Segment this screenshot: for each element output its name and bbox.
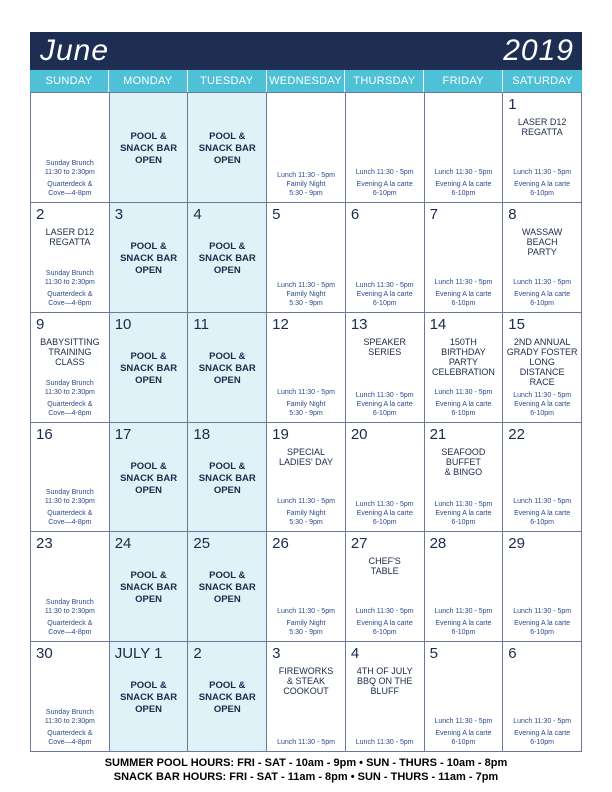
dining-hours-line: Cove—4-8pm — [48, 629, 92, 637]
calendar-grid — [30, 92, 582, 752]
dining-hours-line: Evening A la carte — [435, 510, 492, 518]
dining-hours-line: Cove—4-8pm — [48, 299, 92, 307]
day-cell — [267, 313, 346, 423]
pool-open-label: POOL & SNACK BAR OPEN — [120, 350, 178, 386]
dining-hours — [504, 607, 580, 637]
event-title: 150TH BIRTHDAY PARTY CELEBRATION — [431, 336, 495, 377]
day-number: 6 — [350, 205, 360, 223]
dining-hours-line: 6-10pm — [530, 739, 554, 746]
dining-hours — [268, 171, 344, 198]
day-cell — [31, 642, 110, 752]
day-cell — [31, 203, 110, 313]
day-cell — [503, 423, 582, 533]
dining-hours-line: 5:30 - 9pm — [289, 299, 323, 307]
dining-hours-line: Evening A la carte — [435, 290, 492, 298]
pool-open-label: POOL & SNACK BAR OPEN — [120, 240, 178, 276]
dining-hours-line: Sunday Brunch — [45, 709, 94, 716]
dining-hours-line: Cove—4-8pm — [48, 409, 92, 417]
dining-hours-line: Quarterdeck & — [47, 730, 93, 737]
weekday-sunday: SUNDAY — [30, 70, 109, 92]
day-number: 29 — [508, 535, 525, 553]
day-number: 24 — [114, 535, 132, 553]
dining-hours-line: Lunch 11:30 - 5pm — [513, 608, 572, 616]
dining-hours-line: Quarterdeck & — [47, 620, 93, 628]
dining-hours — [32, 598, 108, 637]
dining-hours-line: 11:30 to 2:30pm — [44, 498, 95, 506]
dining-hours-line: Evening A la carte — [356, 290, 413, 298]
day-number: 5 — [272, 205, 281, 223]
day-cell — [188, 642, 267, 752]
dining-hours-line: Lunch 11:30 - 5pm — [355, 391, 414, 399]
day-cell — [31, 93, 110, 203]
dining-hours-line: Family Night — [286, 620, 326, 628]
dining-hours-line: 6-10pm — [372, 519, 397, 527]
dining-hours-line: Evening A la carte — [514, 510, 571, 518]
dining-hours — [347, 168, 423, 198]
dining-hours — [268, 281, 344, 308]
day-cell — [425, 532, 504, 642]
day-cell — [110, 423, 189, 533]
event-title: BABYSITTING TRAINING CLASS — [40, 336, 100, 367]
day-number: JULY 1 — [114, 645, 163, 663]
dining-hours-line: Evening A la carte — [435, 730, 492, 737]
day-cell — [346, 532, 425, 642]
event-title: LASER D12 REGATTA — [517, 117, 567, 137]
dining-hours-line: Lunch 11:30 - 5pm — [434, 501, 493, 509]
day-number: 6 — [508, 645, 517, 663]
dining-hours-line: 6-10pm — [451, 629, 476, 637]
dining-hours-line: Lunch 11:30 - 5pm — [355, 739, 414, 746]
dining-hours-line: Cove—4-8pm — [48, 519, 92, 527]
dining-hours-line: Lunch 11:30 - 5pm — [355, 168, 414, 176]
day-cell — [425, 93, 504, 203]
day-number: 22 — [508, 425, 525, 443]
day-number: 11 — [193, 315, 209, 333]
day-cell — [188, 203, 267, 313]
dining-hours — [347, 738, 423, 747]
dining-hours-line: 6-10pm — [372, 299, 397, 307]
day-number: 28 — [429, 535, 447, 553]
dining-hours-line: Lunch 11:30 - 5pm — [434, 608, 493, 616]
dining-hours — [347, 281, 423, 308]
dining-hours-line: Lunch 11:30 - 5pm — [277, 171, 335, 179]
dining-hours — [268, 497, 344, 527]
day-number: 18 — [193, 425, 211, 443]
dining-hours-line: 6-10pm — [451, 409, 476, 417]
hours-footer — [0, 756, 612, 784]
day-number: 13 — [350, 315, 368, 333]
day-cell — [31, 313, 110, 423]
day-number: 21 — [429, 425, 447, 443]
weekday-tuesday: TUESDAY — [188, 70, 267, 92]
weekday-wednesday: WEDNESDAY — [267, 70, 346, 92]
event-title: SPECIAL LADIES' DAY — [278, 446, 334, 467]
dining-hours-line: Family Night — [286, 510, 326, 518]
dining-hours — [504, 391, 580, 418]
dining-hours-line: 6-10pm — [530, 519, 554, 527]
day-cell — [503, 642, 582, 752]
day-number: 5 — [429, 645, 438, 663]
event-title: SPEAKER SERIES — [363, 336, 406, 357]
day-cell — [425, 642, 504, 752]
day-number: 25 — [193, 535, 211, 553]
dining-hours-line: 6-10pm — [530, 189, 554, 197]
dining-hours-line: 5:30 - 9pm — [289, 519, 323, 527]
dining-hours-line: Lunch 11:30 - 5pm — [434, 388, 493, 396]
dining-hours-line: 6-10pm — [372, 409, 397, 417]
dining-hours-line: Evening A la carte — [356, 620, 413, 628]
day-number: 20 — [350, 425, 368, 443]
dining-hours-line: 6-10pm — [372, 189, 397, 197]
day-cell — [346, 93, 425, 203]
dining-hours-line: 6-10pm — [451, 299, 476, 307]
dining-hours-line: Quarterdeck & — [47, 180, 93, 188]
day-cell — [346, 203, 425, 313]
dining-hours-line: Family Night — [286, 180, 326, 188]
day-number: 3 — [114, 205, 124, 223]
dining-hours-line: Evening A la carte — [356, 180, 413, 188]
pool-open-label: POOL & SNACK BAR OPEN — [120, 460, 178, 496]
day-cell — [188, 532, 267, 642]
dining-hours — [268, 388, 344, 418]
dining-hours-line: Lunch 11:30 - 5pm — [513, 168, 572, 176]
dining-hours-line: Evening A la carte — [514, 400, 571, 408]
day-number: 12 — [272, 315, 289, 333]
dining-hours-line: 11:30 to 2:30pm — [44, 718, 95, 725]
dining-hours — [504, 168, 580, 198]
day-cell — [425, 203, 504, 313]
day-number: 7 — [429, 205, 438, 223]
event-title: FIREWORKS & STEAK COOKOUT — [278, 666, 334, 697]
dining-hours-line: Sunday Brunch — [45, 489, 94, 497]
day-number: 27 — [350, 535, 368, 553]
dining-hours-line: Evening A la carte — [514, 730, 571, 737]
dining-hours-line: 5:30 - 9pm — [289, 629, 323, 637]
dining-hours — [32, 379, 108, 418]
pool-open-label: POOL & SNACK BAR OPEN — [120, 570, 178, 606]
day-cell — [110, 93, 189, 203]
dining-hours — [268, 607, 344, 637]
dining-hours-line: 11:30 to 2:30pm — [44, 608, 95, 616]
day-cell — [267, 532, 346, 642]
event-title: CHEF'S TABLE — [368, 556, 401, 577]
dining-hours — [268, 738, 344, 747]
dining-hours-line: Cove—4-8pm — [48, 739, 92, 746]
dining-hours — [32, 708, 108, 747]
dining-hours-line: Evening A la carte — [356, 400, 413, 408]
dining-hours-line: Lunch 11:30 - 5pm — [277, 739, 335, 746]
event-title: SEAFOOD BUFFET & BINGO — [441, 446, 486, 477]
dining-hours-line: Quarterdeck & — [47, 290, 93, 298]
day-cell — [346, 313, 425, 423]
day-number: 23 — [36, 535, 53, 553]
dining-hours-line: Lunch 11:30 - 5pm — [277, 498, 335, 506]
dining-hours-line: Evening A la carte — [514, 290, 571, 298]
day-cell — [188, 423, 267, 533]
day-cell — [267, 203, 346, 313]
dining-hours-line: Evening A la carte — [435, 620, 492, 628]
dining-hours-line: Family Night — [286, 290, 326, 298]
dining-hours — [426, 168, 502, 198]
event-title: WASSAW BEACH PARTY — [521, 226, 563, 257]
dining-hours-line: Lunch 11:30 - 5pm — [434, 168, 493, 176]
dining-hours-line: 6-10pm — [530, 409, 554, 417]
dining-hours-line: Quarterdeck & — [47, 400, 93, 408]
dining-hours — [504, 497, 580, 527]
day-cell — [110, 532, 189, 642]
day-cell — [503, 532, 582, 642]
weekday-thursday: THURSDAY — [345, 70, 424, 92]
calendar-header — [30, 32, 582, 70]
day-number: 4 — [193, 205, 202, 223]
dining-hours — [347, 500, 423, 527]
dining-hours-line: Quarterdeck & — [47, 510, 93, 518]
month-title: June — [40, 34, 110, 67]
pool-open-label: POOL & SNACK BAR OPEN — [198, 240, 256, 276]
day-number: 3 — [272, 645, 281, 663]
pool-open-label: POOL & SNACK BAR OPEN — [198, 131, 256, 166]
dining-hours-line: Sunday Brunch — [45, 269, 94, 277]
dining-hours-line: Lunch 11:30 - 5pm — [355, 501, 414, 509]
day-number: 30 — [36, 645, 53, 663]
day-cell — [503, 313, 582, 423]
day-number: 14 — [429, 315, 447, 333]
dining-hours-line: 6-10pm — [530, 629, 554, 637]
dining-hours-line: Evening A la carte — [514, 620, 571, 628]
day-number: 17 — [114, 425, 132, 443]
dining-hours-line: 11:30 to 2:30pm — [44, 168, 95, 176]
dining-hours-line: Lunch 11:30 - 5pm — [513, 718, 572, 725]
day-cell — [503, 93, 582, 203]
day-cell — [346, 423, 425, 533]
day-cell — [110, 203, 189, 313]
pool-open-label: POOL & SNACK BAR OPEN — [198, 460, 256, 496]
day-cell — [188, 313, 267, 423]
dining-hours-line: Lunch 11:30 - 5pm — [513, 498, 572, 506]
dining-hours-line: Lunch 11:30 - 5pm — [434, 718, 493, 725]
day-cell — [346, 642, 425, 752]
dining-hours-line: 5:30 - 9pm — [289, 409, 323, 417]
pool-open-label: POOL & SNACK BAR OPEN — [198, 680, 256, 716]
day-cell — [267, 423, 346, 533]
day-cell — [31, 423, 110, 533]
dining-hours — [426, 607, 502, 637]
dining-hours-line: Lunch 11:30 - 5pm — [277, 281, 335, 289]
pool-open-label: POOL & SNACK BAR OPEN — [120, 680, 178, 716]
day-cell — [110, 313, 189, 423]
weekday-saturday: SATURDAY — [512, 75, 573, 87]
dining-hours-line: Sunday Brunch — [45, 599, 94, 607]
dining-hours-line: Lunch 11:30 - 5pm — [513, 278, 572, 286]
dining-hours — [504, 717, 580, 747]
pool-open-label: POOL & SNACK BAR OPEN — [198, 570, 256, 606]
pool-open-label: POOL & SNACK BAR OPEN — [198, 350, 256, 386]
dining-hours-line: Cove—4-8pm — [48, 189, 92, 197]
weekday-friday: FRIDAY — [424, 70, 503, 92]
day-cell — [267, 642, 346, 752]
weekday-monday: MONDAY — [109, 70, 188, 92]
day-number: 2 — [36, 205, 45, 223]
day-number: 1 — [508, 96, 517, 113]
dining-hours-line: 6-10pm — [451, 189, 476, 197]
dining-hours-line: Lunch 11:30 - 5pm — [434, 278, 493, 286]
event-title: 2ND ANNUAL GRADY FOSTER LONG DISTANCE RACE — [506, 336, 578, 387]
dining-hours-line: 11:30 to 2:30pm — [44, 388, 95, 396]
event-title: LASER D12 REGATTA — [45, 226, 95, 247]
event-title: 4TH OF JULY BBQ ON THE BLUFF — [356, 666, 413, 697]
snack-bar-hours-line: SNACK BAR HOURS: FRI - SAT - 11am - 8pm • SUN - THURS - 11am - 7pm — [113, 771, 499, 783]
year-title: 2019 — [503, 34, 574, 67]
day-cell — [267, 93, 346, 203]
day-cell — [188, 93, 267, 203]
day-number: 9 — [36, 315, 45, 333]
dining-hours — [32, 159, 108, 198]
dining-hours-line: 6-10pm — [372, 629, 397, 637]
dining-hours-line: Lunch 11:30 - 5pm — [277, 608, 335, 616]
day-number: 4 — [350, 645, 360, 663]
day-number: 2 — [193, 645, 202, 663]
dining-hours-line: Sunday Brunch — [45, 379, 94, 387]
dining-hours — [426, 500, 502, 527]
dining-hours — [504, 278, 580, 308]
dining-hours-line: 5:30 - 9pm — [289, 189, 323, 197]
dining-hours-line: Lunch 11:30 - 5pm — [513, 391, 572, 399]
dining-hours-line: Lunch 11:30 - 5pm — [355, 281, 414, 289]
dining-hours-line: 6-10pm — [530, 299, 554, 307]
day-number: 15 — [508, 315, 525, 333]
dining-hours — [32, 269, 108, 308]
day-number: 8 — [508, 205, 517, 223]
dining-hours-line: Evening A la carte — [435, 400, 492, 408]
day-cell — [425, 313, 504, 423]
day-cell — [425, 423, 504, 533]
dining-hours — [347, 607, 423, 637]
day-cell — [110, 642, 189, 752]
dining-hours — [426, 278, 502, 308]
dining-hours-line: Sunday Brunch — [45, 159, 94, 167]
dining-hours-line: Lunch 11:30 - 5pm — [277, 388, 335, 396]
dining-hours-line: Evening A la carte — [514, 180, 571, 188]
dining-hours-line: Family Night — [286, 400, 326, 408]
dining-hours — [426, 388, 502, 418]
dining-hours-line: Evening A la carte — [356, 510, 413, 518]
dining-hours — [347, 391, 423, 418]
weekday-header-row — [30, 70, 582, 92]
day-number: 26 — [272, 535, 289, 553]
dining-hours-line: Lunch 11:30 - 5pm — [355, 608, 414, 616]
day-number: 10 — [114, 315, 132, 333]
dining-hours — [426, 717, 502, 747]
dining-hours-line: 11:30 to 2:30pm — [44, 278, 95, 286]
dining-hours-line: 6-10pm — [451, 739, 476, 746]
day-cell — [503, 203, 582, 313]
day-cell — [31, 532, 110, 642]
pool-hours-line: SUMMER POOL HOURS: FRI - SAT - 10am - 9pm • SUN - THURS - 10am - 8pm — [104, 757, 508, 769]
dining-hours-line: Evening A la carte — [435, 180, 492, 188]
dining-hours — [32, 488, 108, 527]
day-number: 16 — [36, 425, 53, 443]
dining-hours-line: 6-10pm — [451, 519, 476, 527]
pool-open-label: POOL & SNACK BAR OPEN — [120, 131, 178, 166]
day-number: 19 — [272, 425, 289, 443]
